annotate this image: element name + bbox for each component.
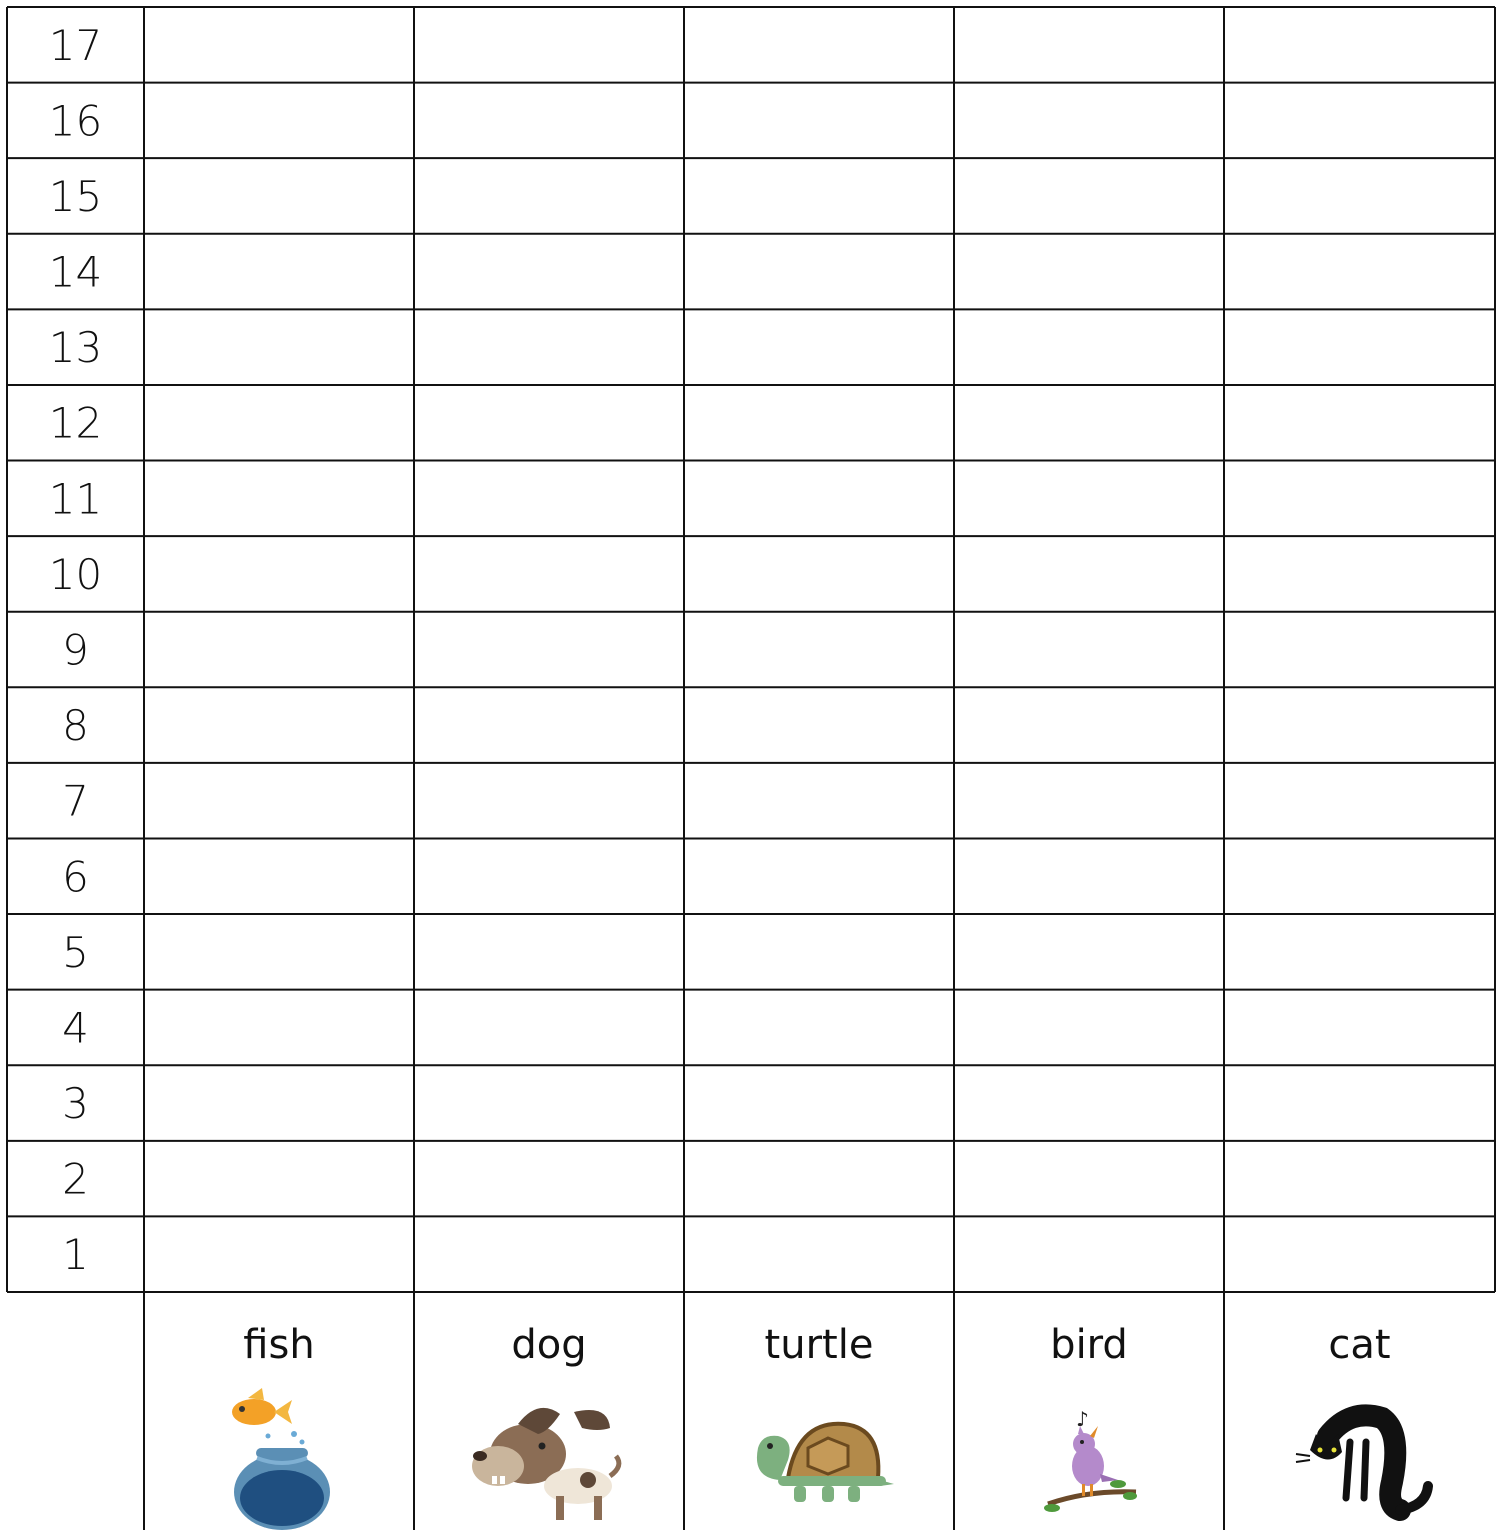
category-label-bird: bird <box>1050 1322 1128 1368</box>
y-tick-label: 7 <box>62 776 89 826</box>
y-tick-label: 8 <box>62 701 89 751</box>
y-tick-label: 1 <box>62 1230 89 1280</box>
category-label-cat: cat <box>1328 1322 1391 1368</box>
chart-grid <box>7 7 1495 1530</box>
y-tick-label: 6 <box>62 852 89 902</box>
y-tick-label: 5 <box>62 927 89 977</box>
goldfish-bowl-icon <box>232 1388 330 1530</box>
y-tick-label: 15 <box>48 171 103 221</box>
svg-text:♪: ♪ <box>1076 1407 1089 1431</box>
bird-icon <box>1044 1407 1137 1512</box>
dog-icon <box>472 1408 619 1520</box>
category-label-dog: dog <box>511 1322 587 1368</box>
y-tick-label: 11 <box>48 474 103 524</box>
y-tick-label: 4 <box>62 1003 89 1053</box>
turtle-icon <box>757 1424 894 1502</box>
y-tick-label: 3 <box>62 1079 89 1129</box>
y-axis-tick-labels <box>49 21 102 1279</box>
y-tick-label: 2 <box>62 1154 89 1204</box>
category-labels <box>243 1322 1390 1368</box>
y-tick-label: 16 <box>48 96 103 146</box>
category-label-fish: fish <box>243 1322 315 1368</box>
y-tick-label: 13 <box>48 323 103 373</box>
y-tick-label: 14 <box>48 247 103 297</box>
y-tick-label: 9 <box>62 625 89 675</box>
y-tick-label: 10 <box>48 549 103 599</box>
y-tick-label: 12 <box>48 398 103 448</box>
cat-icon <box>1296 1415 1428 1510</box>
y-tick-label: 17 <box>48 20 103 70</box>
category-label-turtle: turtle <box>764 1322 874 1368</box>
